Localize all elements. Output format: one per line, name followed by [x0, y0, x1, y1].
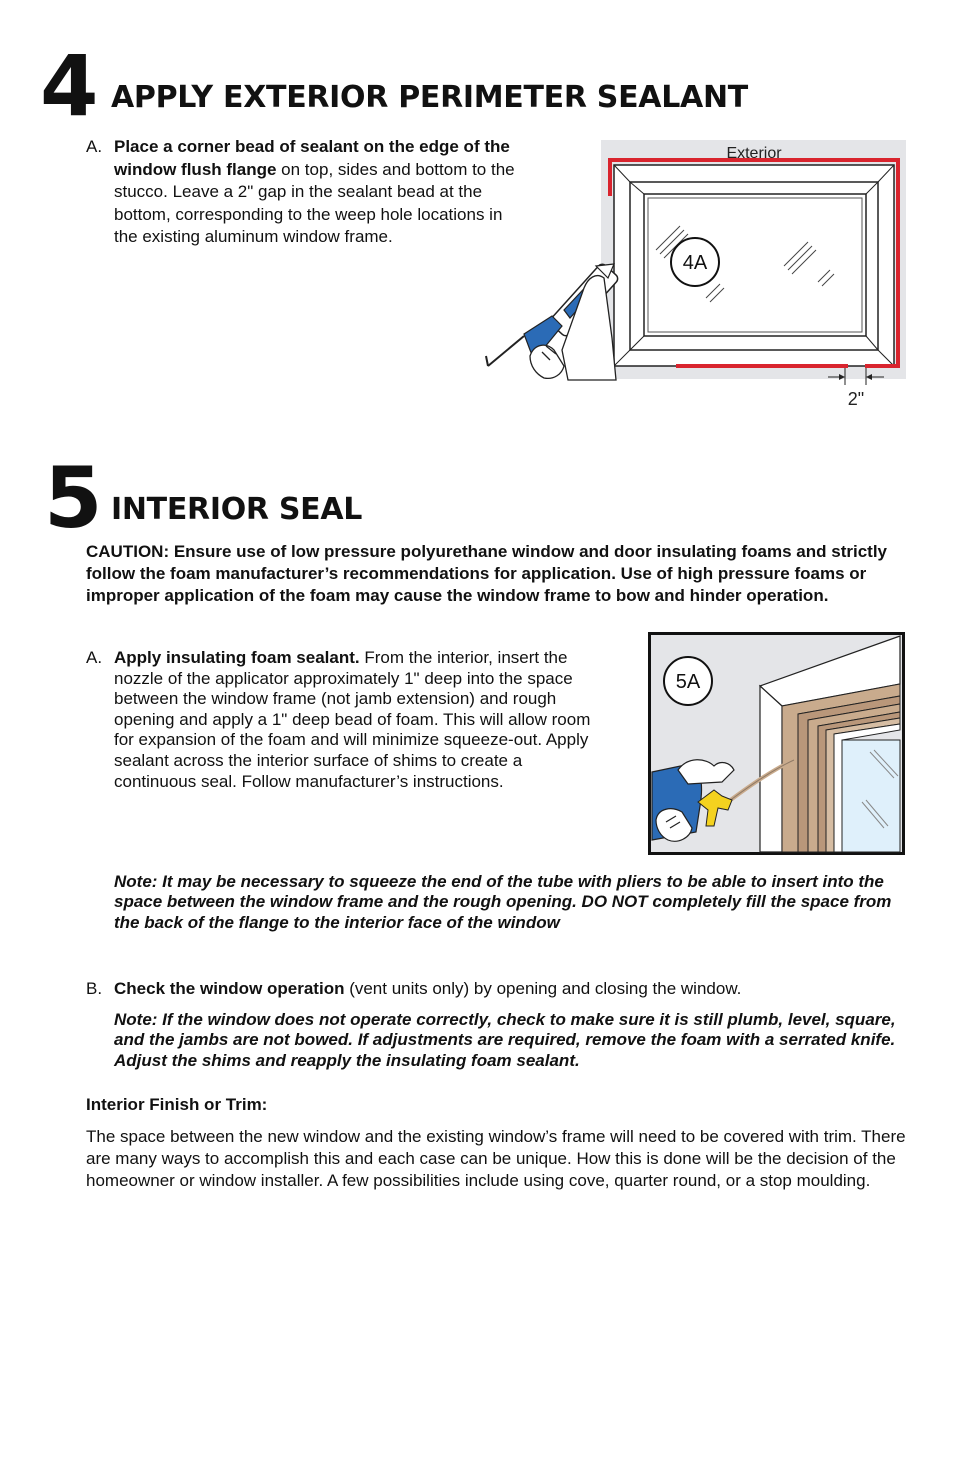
callout-5a: 5A — [675, 671, 701, 693]
step-5-item-a-marker: A. — [86, 648, 103, 667]
figure-5a — [648, 632, 905, 855]
step-5-title: INTERIOR SEAL — [111, 492, 363, 527]
callout-4a: 4A — [682, 252, 708, 274]
step-5-item-b-rest: (vent units only) by opening and closing the window. — [344, 979, 742, 998]
step-5-item-b-marker: B. — [86, 979, 103, 998]
step-5-item-a-bold: Apply insulating foam sealant. — [114, 648, 360, 667]
gap-dimension-label: 2" — [847, 389, 865, 409]
step-5-item-b-bold: Check the window operation — [114, 979, 345, 998]
exterior-label: Exterior — [726, 145, 782, 162]
step-4-item-a-bold: Place a corner bead of sealant on the edge of the window flush flange — [114, 137, 510, 179]
step-4-item-a-marker: A. — [86, 137, 103, 156]
note-b: Note: If the window does not operate correctly, check to make sure it is still plumb, level, square, and the jambs are not bowed. If adjustments are required, remove the foam with a serrated knife. Adjust the shims and reapply the insulating foam sealant. — [114, 1010, 896, 1070]
step-5-item-b-text — [114, 978, 914, 1001]
step-4-title: APPLY EXTERIOR PERIMETER SEALANT — [111, 80, 748, 115]
step-4-number: 4 — [40, 37, 97, 135]
step-4-item-a-rest: on top, sides and bottom to the stucco. Leave a 2" gap in the sealant bead at the bottom, corresponding to the weep hole locations in the existing aluminum window frame. — [114, 159, 515, 247]
window-glass — [842, 740, 900, 852]
step-5-number: 5 — [44, 449, 101, 547]
step-5-item-a-text — [114, 648, 598, 792]
figure-4a — [484, 138, 908, 410]
trim-text: The space between the new window and the existing window’s frame will need to be covered with trim. There are many ways to accomplish this and each case can be unique. How this is done will be the decision of the homeowner or window installer. A few possibilities include using cove, quarter round, or a stop moulding. — [86, 1127, 906, 1190]
note-a: Note: It may be necessary to squeeze the end of the tube with pliers to be able to insert into the space between the window frame and the rough opening. DO NOT completely fill the space from the back of the flange to the interior face of the window — [114, 872, 892, 932]
caution-text: CAUTION: Ensure use of low pressure polyurethane window and door insulating foams and strictly follow the foam manufacturer’s recommendations for application. Use of high pressure foams or improper application of the foam may cause the window frame to bow and hinder operation. — [86, 542, 887, 605]
trim-heading: Interior Finish or Trim: — [86, 1095, 268, 1114]
step-5-item-a-rest: From the interior, insert the nozzle of the applicator approximately 1" deep into the space between the window frame (not jamb extension) and rough opening and apply a 1" deep bead of foam. This will allow room for expansion of the foam and will minimize squeeze-out. Apply sealant across the interior surface of shims to create a continuous seal. Follow manufacturer’s instructions. — [114, 648, 591, 791]
step-4-item-a-text — [114, 136, 524, 249]
